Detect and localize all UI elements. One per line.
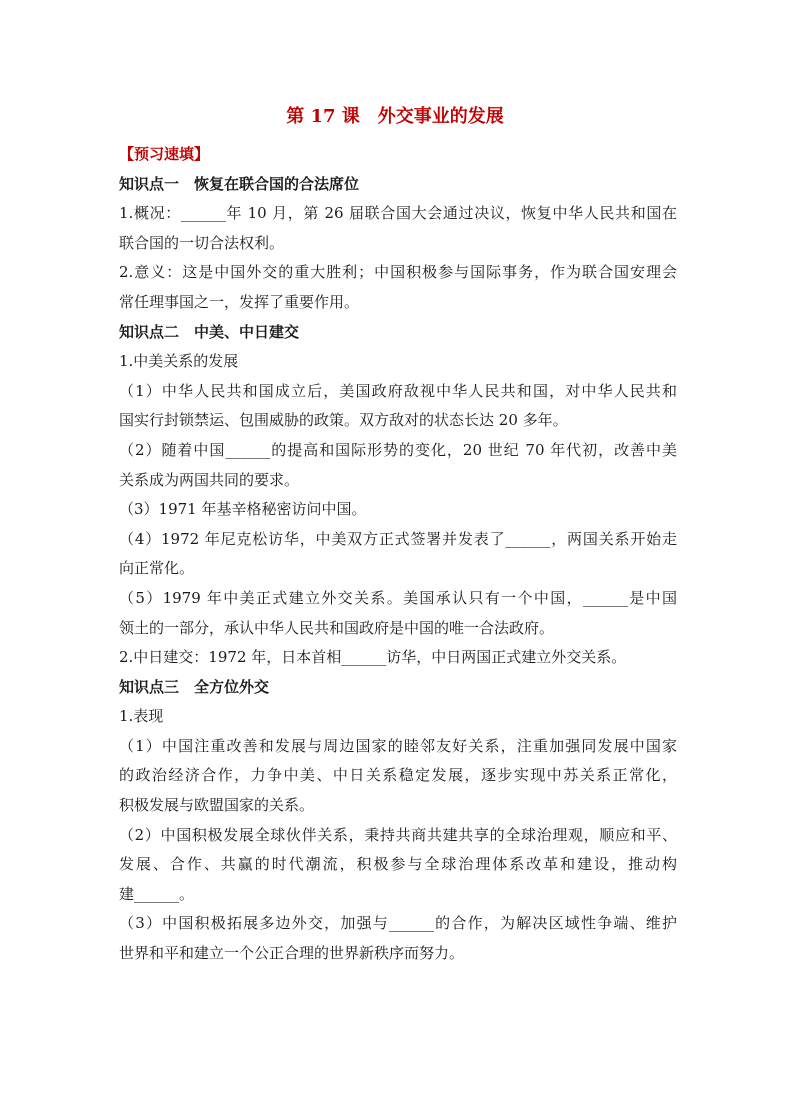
text-line: （2）中国积极发展全球伙伴关系，秉持共商共建共享的全球治理观，顺应和平、 xyxy=(119,825,677,844)
text-line: 1.中美关系的发展 xyxy=(119,352,239,371)
knowledge-point-heading: 知识点一 恢复在联合国的合法席位 xyxy=(119,174,360,193)
text-line: 领土的一部分，承认中华人民共和国政府是中国的唯一合法政府。 xyxy=(119,618,555,637)
knowledge-point-heading: 知识点二 中美、中日建交 xyxy=(119,322,300,341)
text-line: 1.表现 xyxy=(119,707,164,726)
text-line: 积极发展与欧盟国家的关系。 xyxy=(119,796,315,815)
text-line: 建______。 xyxy=(119,884,195,903)
text-line: 2.意义：这是中国外交的重大胜利；中国积极参与国际事务，作为联合国安理会 xyxy=(119,263,677,282)
text-line: 世界和平和建立一个公正合理的世界新秩序而努力。 xyxy=(119,944,465,963)
text-line: 国实行封锁禁运、包围威胁的政策。双方敌对的状态长达 20 多年。 xyxy=(119,411,568,430)
text-line: 2.中日建交：1972 年，日本首相______访华，中日两国正式建立外交关系。 xyxy=(119,648,627,667)
text-line: 关系成为两国共同的要求。 xyxy=(119,470,300,489)
text-line: （1）中华人民共和国成立后，美国政府敌视中华人民共和国，对中华人民共和 xyxy=(119,381,677,400)
lesson-title: 第 17 课 外交事业的发展 xyxy=(286,106,504,127)
text-line: 的政治经济合作，力争中美、中日关系稳定发展，逐步实现中苏关系正常化， xyxy=(119,766,677,785)
text-line: 向正常化。 xyxy=(119,559,195,578)
document-body xyxy=(119,140,677,969)
text-line: （2）随着中国______的提高和国际形势的变化，20 世纪 70 年代初，改善中美 xyxy=(119,440,677,459)
text-line: 发展、合作、共赢的时代潮流，积极参与全球治理体系改革和建设，推动构 xyxy=(119,855,677,874)
text-lines xyxy=(119,170,677,969)
text-line: 联合国的一切合法权利。 xyxy=(119,233,285,252)
text-line: （3）1971 年基辛格秘密访问中国。 xyxy=(119,500,367,519)
text-line: 1.概况：______年 10 月，第 26 届联合国大会通过决议，恢复中华人民共和国在 xyxy=(119,204,677,223)
text-line: （1）中国注重改善和发展与周边国家的睦邻友好关系，注重加强同发展中国家 xyxy=(119,736,677,755)
text-line: （3）中国积极拓展多边外交，加强与______的合作，为解决区域性争端、维护 xyxy=(119,914,677,933)
knowledge-point-heading: 知识点三 全方位外交 xyxy=(119,677,270,696)
text-line: 常任理事国之一，发挥了重要作用。 xyxy=(119,292,360,311)
text-line: （5）1979 年中美正式建立外交关系。美国承认只有一个中国，______是中国 xyxy=(119,588,677,607)
section-label: 【预习速填】 xyxy=(119,145,210,163)
text-line: （4）1972 年尼克松访华，中美双方正式签署并发表了______，两国关系开始走 xyxy=(119,529,677,548)
